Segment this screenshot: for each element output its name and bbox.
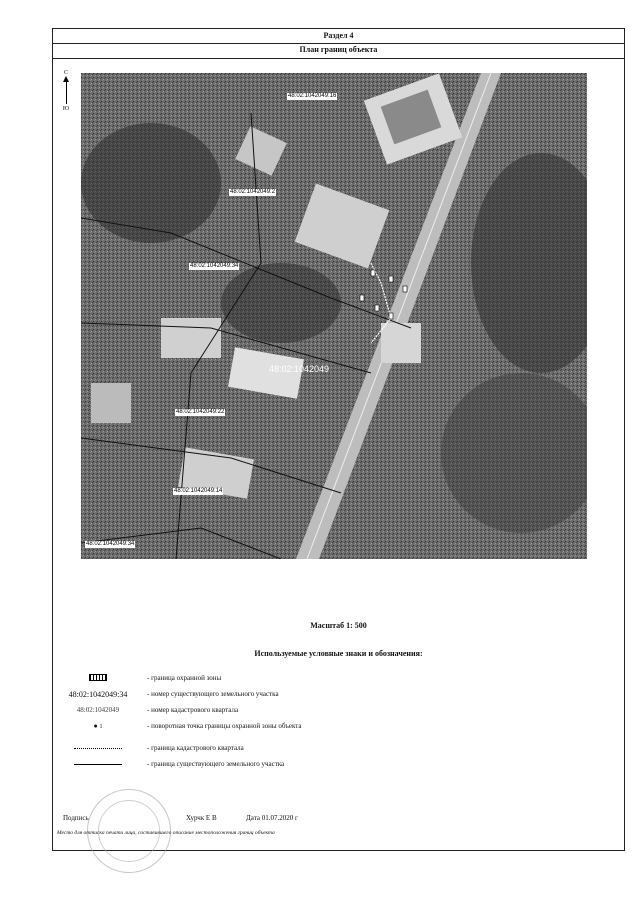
- zone-boundary-icon: [53, 674, 143, 683]
- section-title: Раздел 4: [53, 29, 624, 44]
- quarter-boundary-icon: [53, 744, 143, 752]
- document-frame: [52, 28, 625, 851]
- legend-item: ● 1 - поворотная точка границы охранной зоны объекта: [53, 719, 624, 741]
- parcel-label: 48:02:1042049:16: [288, 93, 337, 99]
- parcel-label: 48:02:1042049:22: [176, 409, 225, 415]
- north-arrow-icon: С Ю: [62, 70, 70, 112]
- legend-title: Используемые условные знаки и обозначения:: [254, 649, 423, 658]
- parcel-label: 48:02:1042049:34: [190, 263, 239, 269]
- legend-item: - граница кадастрового квартала: [53, 741, 624, 757]
- signer-name: Хурчк Е В: [186, 814, 217, 822]
- stamp-caption: Место для оттиска печати лица, составившего описание местоположения границ объекта: [57, 830, 275, 836]
- signature-label: Подпись: [63, 814, 89, 822]
- legend-item: - граница существующего земельного участка: [53, 757, 624, 773]
- sign-date: Дата 01.07.2020 г: [246, 814, 298, 822]
- parcel-label: 48:02:1042049:2: [230, 189, 276, 195]
- parcel-label: 48:02:1042049:14: [174, 488, 223, 494]
- legend-item: 48:02:1042049:34 - номер существующего земельного участка: [68, 690, 279, 699]
- legend: [53, 671, 624, 773]
- quarter-label: 48:02:1042049: [269, 364, 330, 374]
- satellite-map: [81, 73, 587, 559]
- point-icon: ● 1: [93, 722, 103, 730]
- legend-item: 48:02:1042049 - номер кадастрового квартала: [76, 706, 239, 714]
- plan-title: План границ объекта: [53, 43, 624, 59]
- parcel-label: 48:02:1042049:34: [86, 541, 135, 547]
- scale-label: Масштаб 1: 500: [310, 621, 367, 630]
- parcel-boundary-icon: [53, 760, 143, 768]
- legend-item: - граница охранной зоны: [53, 671, 624, 687]
